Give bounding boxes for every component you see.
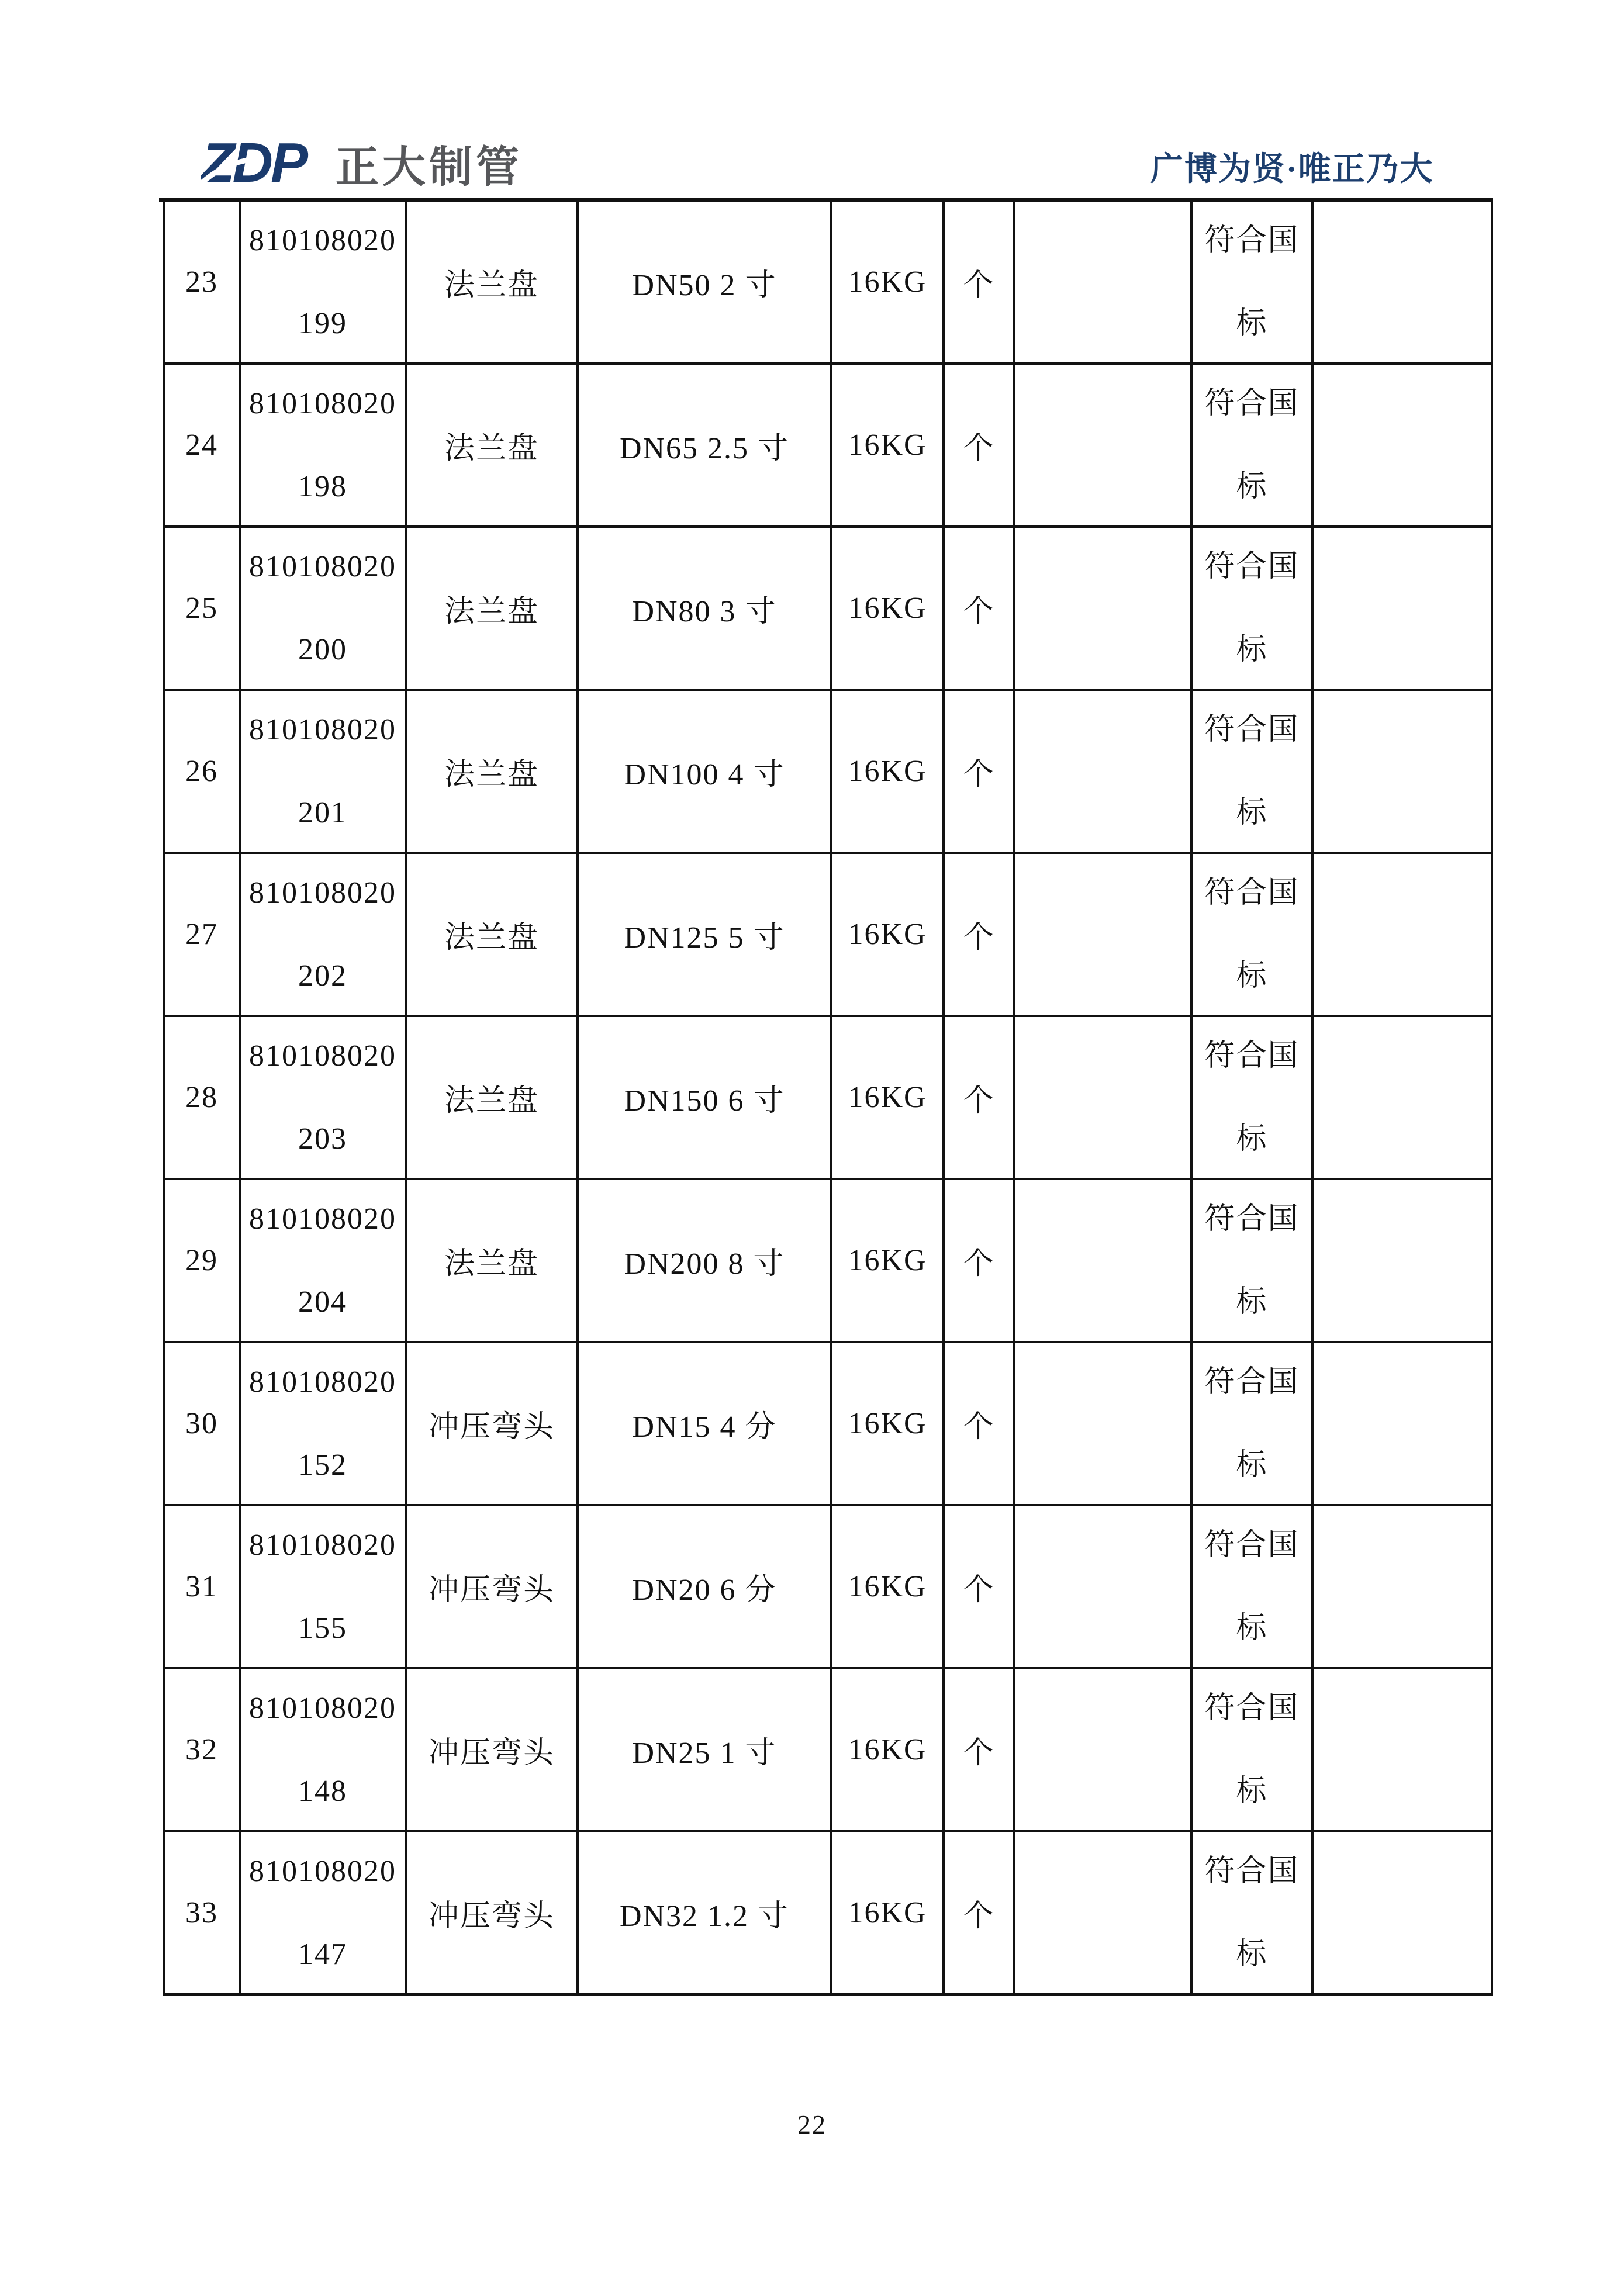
- cell-pressure-rating: 16KG: [831, 202, 944, 364]
- material-code: [241, 876, 405, 993]
- cell-unit: 个: [944, 364, 1014, 527]
- material-code-line1: 810108020: [249, 223, 396, 257]
- material-code-line2: 203: [298, 1122, 347, 1156]
- cell-product-name: 法兰盘: [406, 1016, 578, 1179]
- cell-pressure-rating: 16KG: [831, 1831, 944, 1994]
- cell-quantity-empty: [1014, 1505, 1191, 1668]
- cell-row-number: 32: [164, 1668, 240, 1831]
- standard-note-line1: 符合国: [1204, 1202, 1300, 1236]
- cell-specification: DN15 4 分: [578, 1342, 831, 1505]
- cell-row-number: 26: [164, 690, 240, 853]
- table-row: [164, 1505, 1492, 1668]
- material-code: [241, 550, 405, 667]
- cell-pressure-rating: 16KG: [831, 690, 944, 853]
- zdp-logo-mark: [201, 136, 320, 192]
- cell-unit: 个: [944, 1668, 1014, 1831]
- cell-remark-empty: [1312, 1179, 1492, 1342]
- standard-note-line1: 符合国: [1204, 1039, 1300, 1073]
- standard-note-line2: 标: [1236, 959, 1268, 993]
- material-code: [241, 1855, 405, 1972]
- material-code-line1: 810108020: [249, 1854, 396, 1888]
- standard-note-line1: 符合国: [1204, 713, 1300, 746]
- material-code: [241, 1039, 405, 1156]
- table-row: [164, 1016, 1492, 1179]
- material-code-line2: 202: [298, 959, 347, 993]
- material-code-line1: 810108020: [249, 713, 396, 746]
- cell-material-code: [240, 1831, 406, 1994]
- table-row: [164, 1668, 1492, 1831]
- cell-product-name: 冲压弯头: [406, 1831, 578, 1994]
- standard-note: [1193, 1202, 1311, 1319]
- material-code-line1: 810108020: [249, 876, 396, 910]
- table-body: [164, 202, 1492, 1994]
- material-code: [241, 1692, 405, 1809]
- cell-specification: DN150 6 寸: [578, 1016, 831, 1179]
- cell-standard-note: [1191, 1668, 1312, 1831]
- cell-quantity-empty: [1014, 1831, 1191, 1994]
- cell-remark-empty: [1312, 1342, 1492, 1505]
- standard-note-line1: 符合国: [1204, 876, 1300, 910]
- standard-note-line1: 符合国: [1204, 1854, 1300, 1888]
- cell-material-code: [240, 1505, 406, 1668]
- table-row: [164, 690, 1492, 853]
- cell-product-name: 冲压弯头: [406, 1668, 578, 1831]
- cell-product-name: 法兰盘: [406, 364, 578, 527]
- material-code-line2: 199: [298, 306, 347, 340]
- cell-specification: DN25 1 寸: [578, 1668, 831, 1831]
- table-row: [164, 853, 1492, 1016]
- cell-quantity-empty: [1014, 853, 1191, 1016]
- material-code-line2: 201: [298, 796, 347, 829]
- standard-note: [1193, 550, 1311, 667]
- cell-standard-note: [1191, 1831, 1312, 1994]
- cell-quantity-empty: [1014, 527, 1191, 690]
- cell-specification: DN32 1.2 寸: [578, 1831, 831, 1994]
- cell-specification: DN20 6 分: [578, 1505, 831, 1668]
- material-code: [241, 387, 405, 504]
- material-code-line2: 148: [298, 1774, 347, 1808]
- cell-unit: 个: [944, 1179, 1014, 1342]
- material-code-line2: 152: [298, 1448, 347, 1482]
- header-slogan: 广博为贤·唯正乃大: [1150, 151, 1434, 188]
- cell-standard-note: [1191, 853, 1312, 1016]
- cell-remark-empty: [1312, 364, 1492, 527]
- material-code-line2: 204: [298, 1285, 347, 1319]
- cell-unit: 个: [944, 1016, 1014, 1179]
- cell-quantity-empty: [1014, 1668, 1191, 1831]
- cell-pressure-rating: 16KG: [831, 1016, 944, 1179]
- standard-note-line2: 标: [1236, 1611, 1268, 1645]
- material-code-line1: 810108020: [249, 1691, 396, 1725]
- cell-standard-note: [1191, 1505, 1312, 1668]
- cell-material-code: [240, 527, 406, 690]
- material-code-line2: 147: [298, 1937, 347, 1971]
- cell-row-number: 23: [164, 202, 240, 364]
- cell-quantity-empty: [1014, 1016, 1191, 1179]
- material-code-line1: 810108020: [249, 549, 396, 583]
- cell-unit: 个: [944, 1505, 1014, 1668]
- standard-note-line2: 标: [1236, 1774, 1268, 1808]
- standard-note-line1: 符合国: [1204, 549, 1300, 583]
- table-row: [164, 527, 1492, 690]
- material-code-line1: 810108020: [249, 386, 396, 420]
- cell-standard-note: [1191, 1342, 1312, 1505]
- cell-material-code: [240, 690, 406, 853]
- cell-standard-note: [1191, 202, 1312, 364]
- cell-quantity-empty: [1014, 690, 1191, 853]
- material-code-line2: 155: [298, 1611, 347, 1645]
- material-code: [241, 224, 405, 341]
- standard-note-line2: 标: [1236, 796, 1268, 829]
- cell-standard-note: [1191, 1179, 1312, 1342]
- cell-quantity-empty: [1014, 1342, 1191, 1505]
- cell-product-name: 法兰盘: [406, 853, 578, 1016]
- cell-unit: 个: [944, 690, 1014, 853]
- cell-material-code: [240, 853, 406, 1016]
- cell-unit: 个: [944, 853, 1014, 1016]
- cell-remark-empty: [1312, 1016, 1492, 1179]
- standard-note-line2: 标: [1236, 632, 1268, 666]
- cell-material-code: [240, 202, 406, 364]
- cell-pressure-rating: 16KG: [831, 1179, 944, 1342]
- cell-remark-empty: [1312, 1505, 1492, 1668]
- standard-note-line2: 标: [1236, 1122, 1268, 1156]
- standard-note: [1193, 713, 1311, 830]
- cell-specification: DN200 8 寸: [578, 1179, 831, 1342]
- table-row: [164, 1342, 1492, 1505]
- material-code-line1: 810108020: [249, 1528, 396, 1562]
- material-code-line1: 810108020: [249, 1202, 396, 1236]
- cell-pressure-rating: 16KG: [831, 1668, 944, 1831]
- cell-material-code: [240, 1342, 406, 1505]
- cell-row-number: 24: [164, 364, 240, 527]
- cell-product-name: 冲压弯头: [406, 1505, 578, 1668]
- standard-note-line1: 符合国: [1204, 223, 1300, 257]
- cell-standard-note: [1191, 1016, 1312, 1179]
- cell-product-name: 法兰盘: [406, 202, 578, 364]
- table-row: [164, 1179, 1492, 1342]
- cell-material-code: [240, 1016, 406, 1179]
- standard-note: [1193, 1692, 1311, 1809]
- cell-row-number: 30: [164, 1342, 240, 1505]
- cell-row-number: 27: [164, 853, 240, 1016]
- cell-unit: 个: [944, 1831, 1014, 1994]
- standard-note-line1: 符合国: [1204, 1365, 1300, 1399]
- material-code-line2: 200: [298, 632, 347, 666]
- cell-remark-empty: [1312, 1831, 1492, 1994]
- cell-specification: DN80 3 寸: [578, 527, 831, 690]
- material-code: [241, 713, 405, 830]
- standard-note: [1193, 224, 1311, 341]
- standard-note-line2: 标: [1236, 1285, 1268, 1319]
- company-logo: [201, 136, 523, 192]
- cell-remark-empty: [1312, 202, 1492, 364]
- material-code: [241, 1529, 405, 1645]
- standard-note: [1193, 1529, 1311, 1645]
- product-table: [163, 202, 1493, 1996]
- cell-product-name: 冲压弯头: [406, 1342, 578, 1505]
- standard-note: [1193, 387, 1311, 504]
- table-row: [164, 364, 1492, 527]
- cell-row-number: 33: [164, 1831, 240, 1994]
- standard-note: [1193, 1039, 1311, 1156]
- cell-material-code: [240, 1179, 406, 1342]
- standard-note: [1193, 1365, 1311, 1482]
- cell-pressure-rating: 16KG: [831, 527, 944, 690]
- material-code: [241, 1202, 405, 1319]
- cell-material-code: [240, 1668, 406, 1831]
- cell-unit: 个: [944, 202, 1014, 364]
- table-row: [164, 1831, 1492, 1994]
- cell-product-name: 法兰盘: [406, 1179, 578, 1342]
- cell-product-name: 法兰盘: [406, 527, 578, 690]
- cell-specification: DN125 5 寸: [578, 853, 831, 1016]
- material-code-line1: 810108020: [249, 1365, 396, 1399]
- standard-note-line2: 标: [1236, 1937, 1268, 1971]
- material-code-line1: 810108020: [249, 1039, 396, 1073]
- standard-note: [1193, 1855, 1311, 1972]
- cell-specification: DN65 2.5 寸: [578, 364, 831, 527]
- standard-note-line1: 符合国: [1204, 386, 1300, 420]
- cell-pressure-rating: 16KG: [831, 1342, 944, 1505]
- cell-unit: 个: [944, 1342, 1014, 1505]
- cell-row-number: 25: [164, 527, 240, 690]
- material-code-line2: 198: [298, 469, 347, 503]
- zdp-logo-text: ZDP: [201, 136, 306, 192]
- standard-note-line2: 标: [1236, 1448, 1268, 1482]
- standard-note-line2: 标: [1236, 469, 1268, 503]
- material-code: [241, 1365, 405, 1482]
- cell-standard-note: [1191, 690, 1312, 853]
- standard-note-line2: 标: [1236, 306, 1268, 340]
- page-number: 22: [797, 2110, 827, 2139]
- cell-remark-empty: [1312, 690, 1492, 853]
- header-rule: [159, 198, 1493, 202]
- cell-pressure-rating: 16KG: [831, 853, 944, 1016]
- cell-specification: DN50 2 寸: [578, 202, 831, 364]
- cell-product-name: 法兰盘: [406, 690, 578, 853]
- cell-quantity-empty: [1014, 202, 1191, 364]
- cell-remark-empty: [1312, 853, 1492, 1016]
- cell-row-number: 28: [164, 1016, 240, 1179]
- cell-quantity-empty: [1014, 364, 1191, 527]
- table-row: [164, 202, 1492, 364]
- cell-material-code: [240, 364, 406, 527]
- standard-note-line1: 符合国: [1204, 1691, 1300, 1725]
- standard-note: [1193, 876, 1311, 993]
- cell-remark-empty: [1312, 527, 1492, 690]
- cell-standard-note: [1191, 364, 1312, 527]
- cell-remark-empty: [1312, 1668, 1492, 1831]
- cell-standard-note: [1191, 527, 1312, 690]
- cell-pressure-rating: 16KG: [831, 1505, 944, 1668]
- cell-specification: DN100 4 寸: [578, 690, 831, 853]
- cell-quantity-empty: [1014, 1179, 1191, 1342]
- cell-unit: 个: [944, 527, 1014, 690]
- cell-row-number: 29: [164, 1179, 240, 1342]
- cell-pressure-rating: 16KG: [831, 364, 944, 527]
- standard-note-line1: 符合国: [1204, 1528, 1300, 1562]
- cell-row-number: 31: [164, 1505, 240, 1668]
- logo-company-name: 正大制管: [336, 143, 523, 191]
